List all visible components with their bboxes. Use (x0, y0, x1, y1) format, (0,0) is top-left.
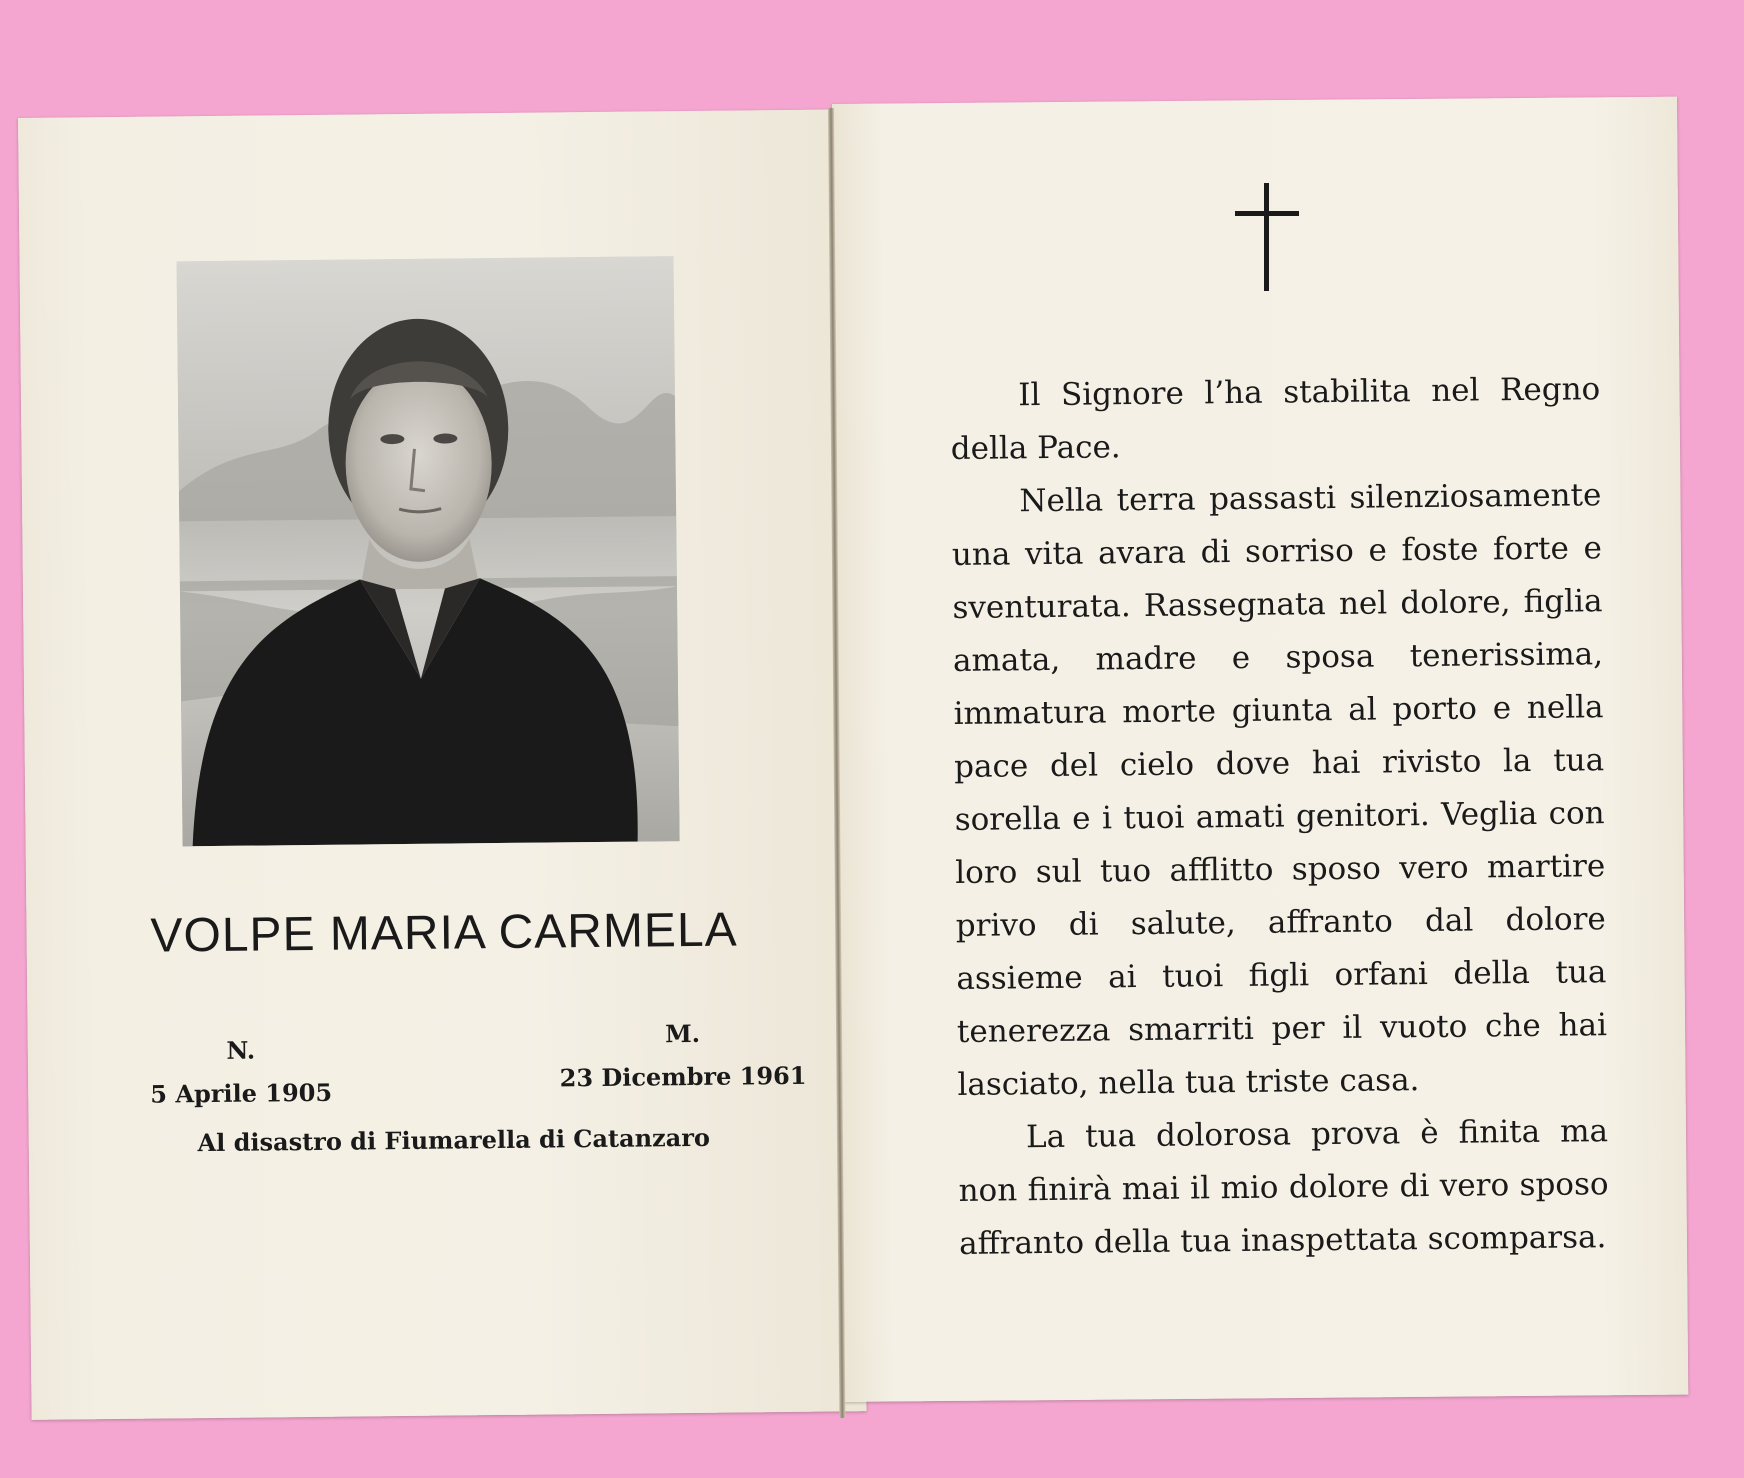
poem-paragraph: Il Signore l’ha stabilita nel Regno della Pace. (950, 371, 1601, 467)
poem-paragraph: La tua dolorosa prova è finita ma non finirà mai il mio dolore di vero sposo affranto della tua inaspettata scomparsa. (958, 1113, 1609, 1262)
death-block (552, 1018, 813, 1093)
latin-cross-icon (1235, 183, 1299, 291)
memorial-text (950, 363, 1609, 1271)
birth-date: 5 Aprile 1905 (150, 1077, 333, 1109)
card-left-panel (18, 109, 867, 1420)
deceased-name: VOLPE MARIA CARMELA (150, 903, 738, 963)
death-label: M. (665, 1018, 701, 1049)
disaster-line: Al disastro di Fiumarella di Catanzaro (197, 1122, 711, 1158)
death-date: 23 Dicembre 1961 (559, 1060, 807, 1093)
poem-paragraph: Nella terra passasti silenziosamente una vita avara di sorriso e foste forte e sventurata. Rassegnata nel dolore, figlia amata, madre e sposa tenerissima, immatura morte giunta al porto e nella pace del cielo dove hai rivisto la tua sorella e i tuoi amati genitori. Veglia con loro sul tuo afflitto sposo vero martire privo di salute, affranto dal dolore assieme ai tuoi figli orfani della tua tenerezza smarriti per il vuoto che hai lasciato, nella tua triste casa. (951, 477, 1608, 1103)
birth-block (136, 1035, 347, 1109)
portrait-photo (177, 256, 680, 846)
birth-label: N. (226, 1035, 256, 1065)
